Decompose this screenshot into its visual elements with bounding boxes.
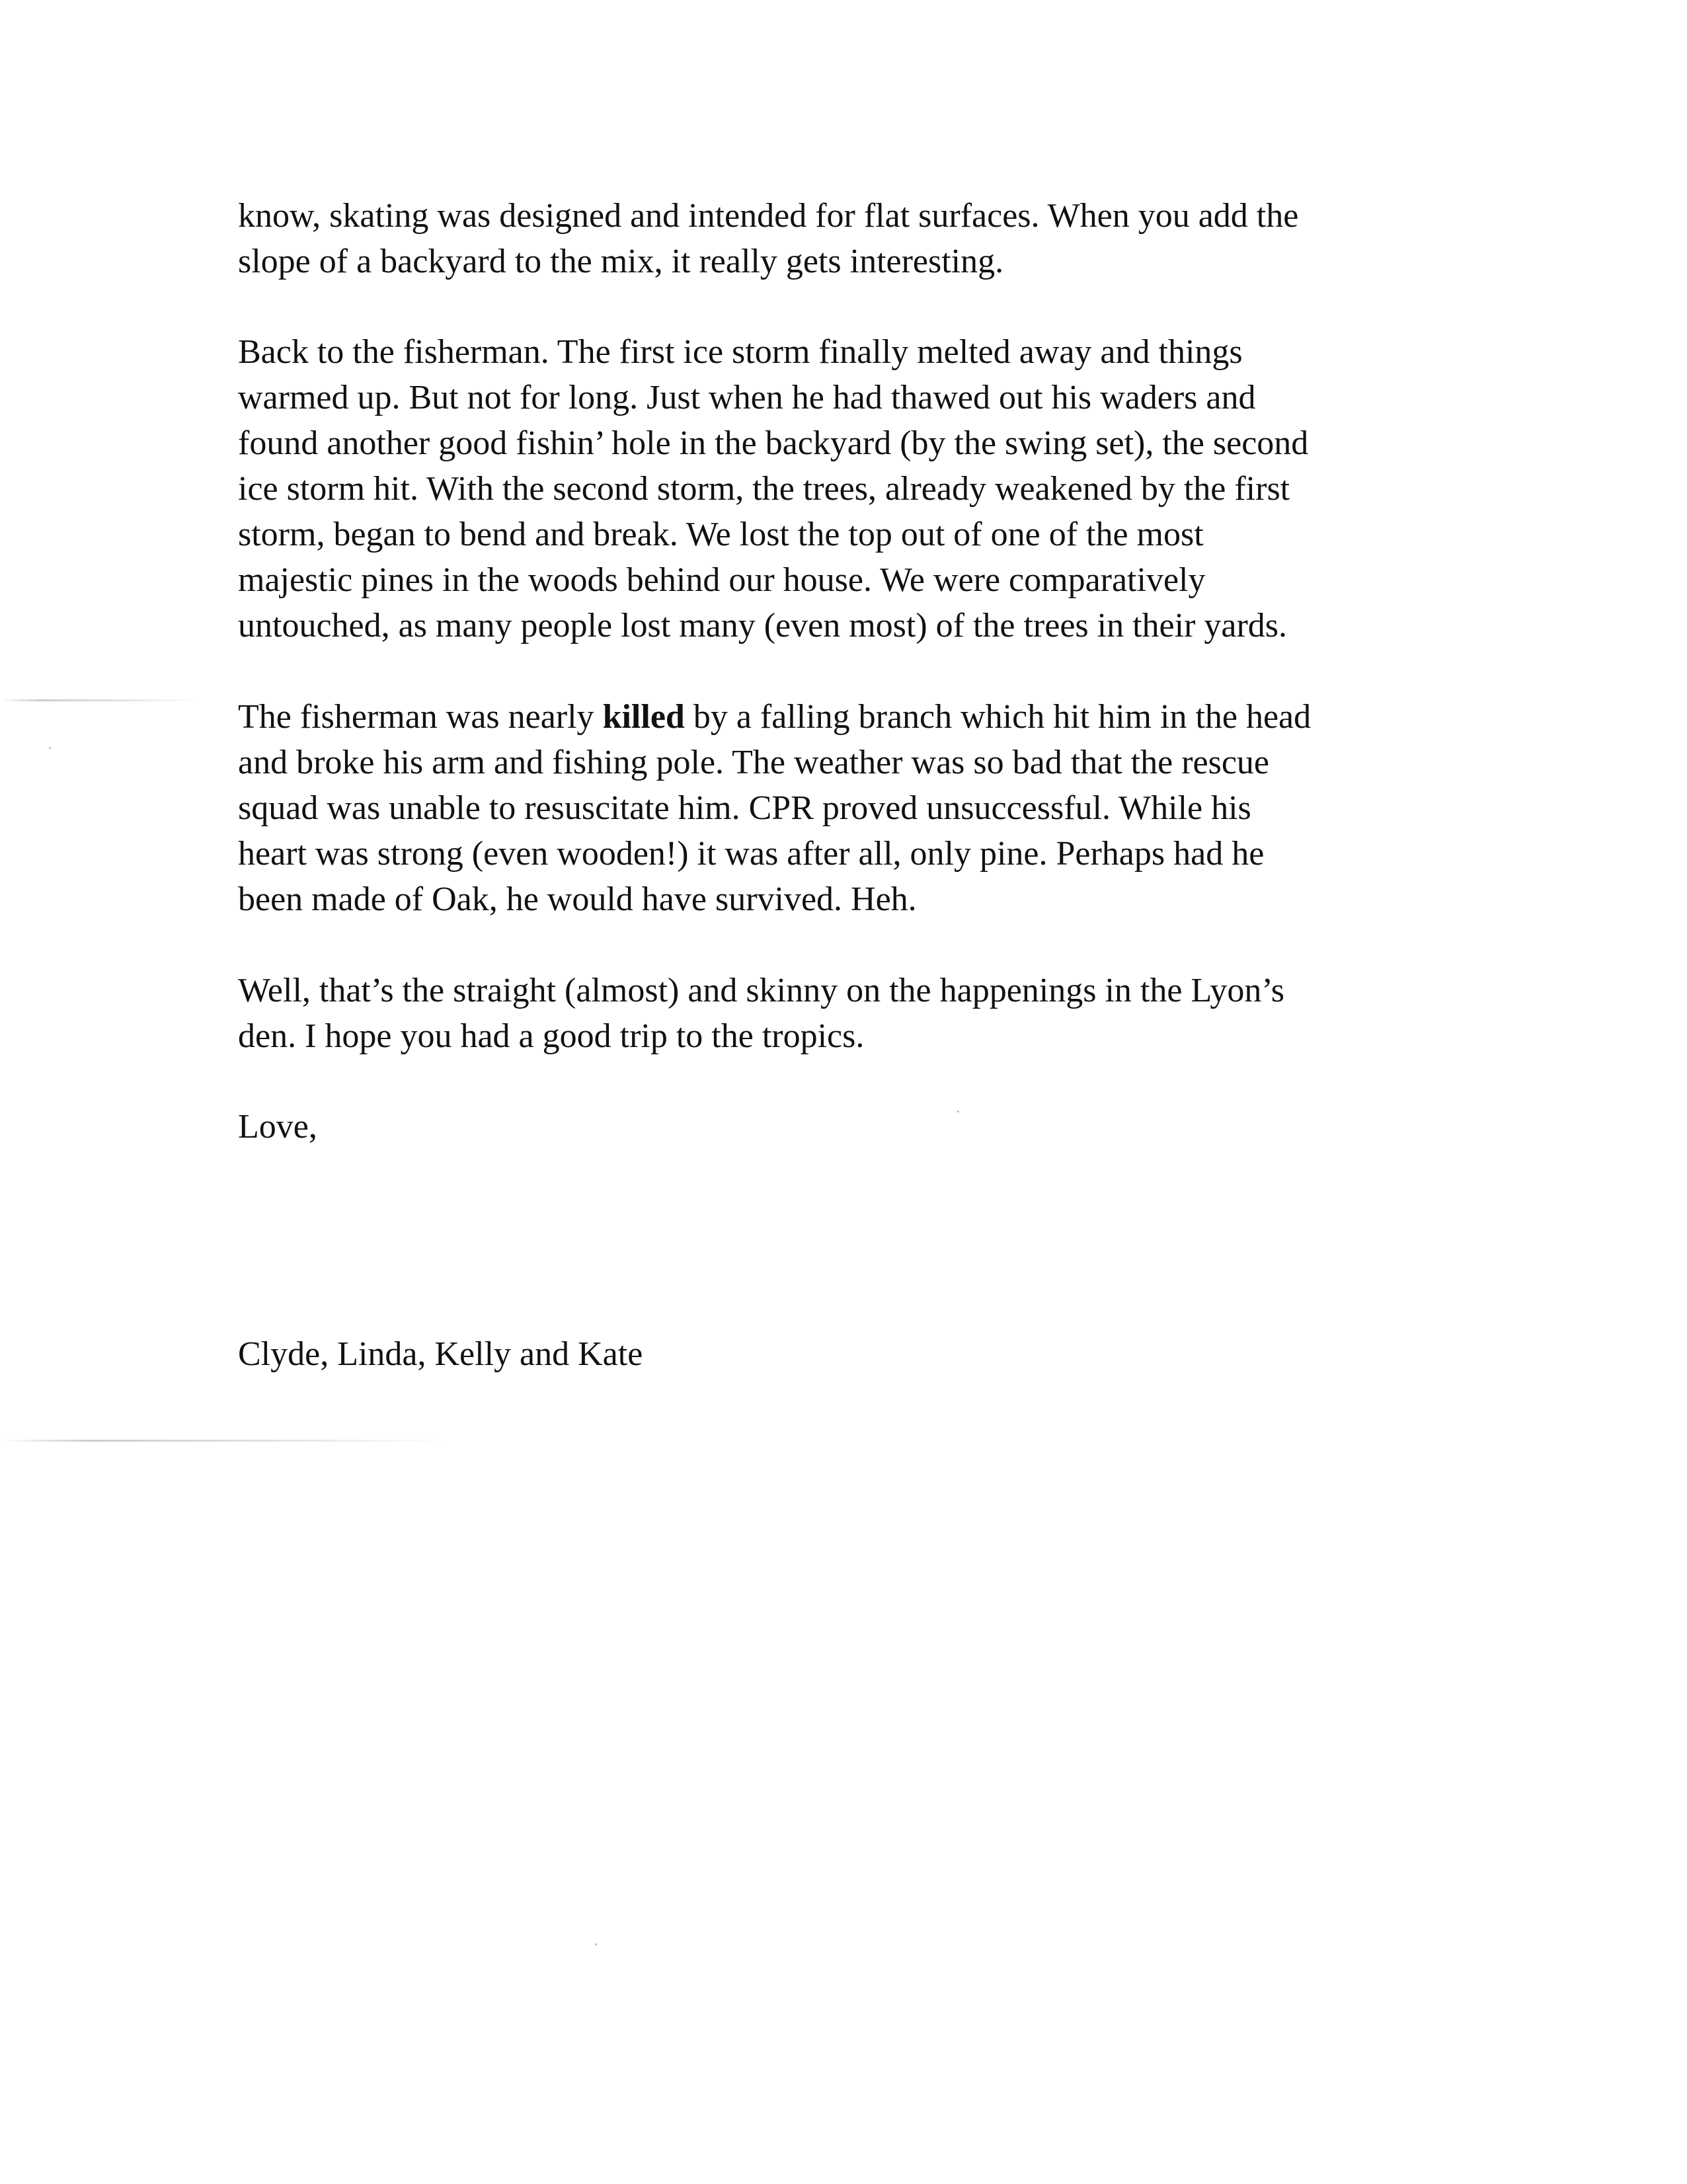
text-line: Well, that’s the straight (almost) and skinny on the happenings in the Lyon’s (238, 972, 1285, 1009)
scan-speck (49, 747, 51, 749)
paragraph-wrap-up (238, 968, 1468, 1059)
paper-fold-mark (0, 699, 198, 701)
text-line: majestic pines in the woods behind our house. We were comparatively (238, 561, 1206, 599)
text-segment: The fisherman was nearly (238, 698, 603, 736)
text-line: untouched, as many people lost many (even most) of the trees in their yards. (238, 607, 1288, 644)
text-line: been made of Oak, he would have survived. Heh. (238, 880, 917, 918)
paragraph-ice-storms (238, 329, 1468, 648)
text-line: squad was unable to resuscitate him. CPR proved unsuccessful. While his (238, 789, 1251, 827)
signature: Clyde, Linda, Kelly and Kate (238, 1335, 643, 1373)
text-line: know, skating was designed and intended for flat surfaces. When you add the (238, 197, 1299, 235)
text-line: and broke his arm and fishing pole. The weather was so bad that the rescue (238, 744, 1269, 781)
text-line: den. I hope you had a good trip to the tropics. (238, 1017, 865, 1055)
text-line: Back to the fisherman. The first ice storm finally melted away and things (238, 333, 1243, 371)
paragraph-fisherman-fate (238, 694, 1468, 922)
text-line: heart was strong (even wooden!) it was after all, only pine. Perhaps had he (238, 835, 1265, 873)
text-segment: by a falling branch which hit him in the head (684, 698, 1312, 736)
closing: Love, (238, 1108, 317, 1146)
text-line: warmed up. But not for long. Just when he had thawed out his waders and (238, 379, 1256, 416)
text-line: found another good fishin’ hole in the backyard (by the swing set), the second (238, 424, 1309, 462)
scan-speck (595, 1943, 597, 1945)
paragraph-skating (238, 193, 1468, 284)
emphasis-killed: killed (602, 698, 685, 736)
text-line: slope of a backyard to the mix, it really gets interesting. (238, 243, 1004, 280)
text-line: storm, began to bend and break. We lost the top out of one of the most (238, 516, 1204, 553)
text-line (238, 694, 1468, 740)
paper-fold-mark (0, 1440, 450, 1442)
text-line: ice storm hit. With the second storm, the trees, already weakened by the first (238, 470, 1290, 508)
